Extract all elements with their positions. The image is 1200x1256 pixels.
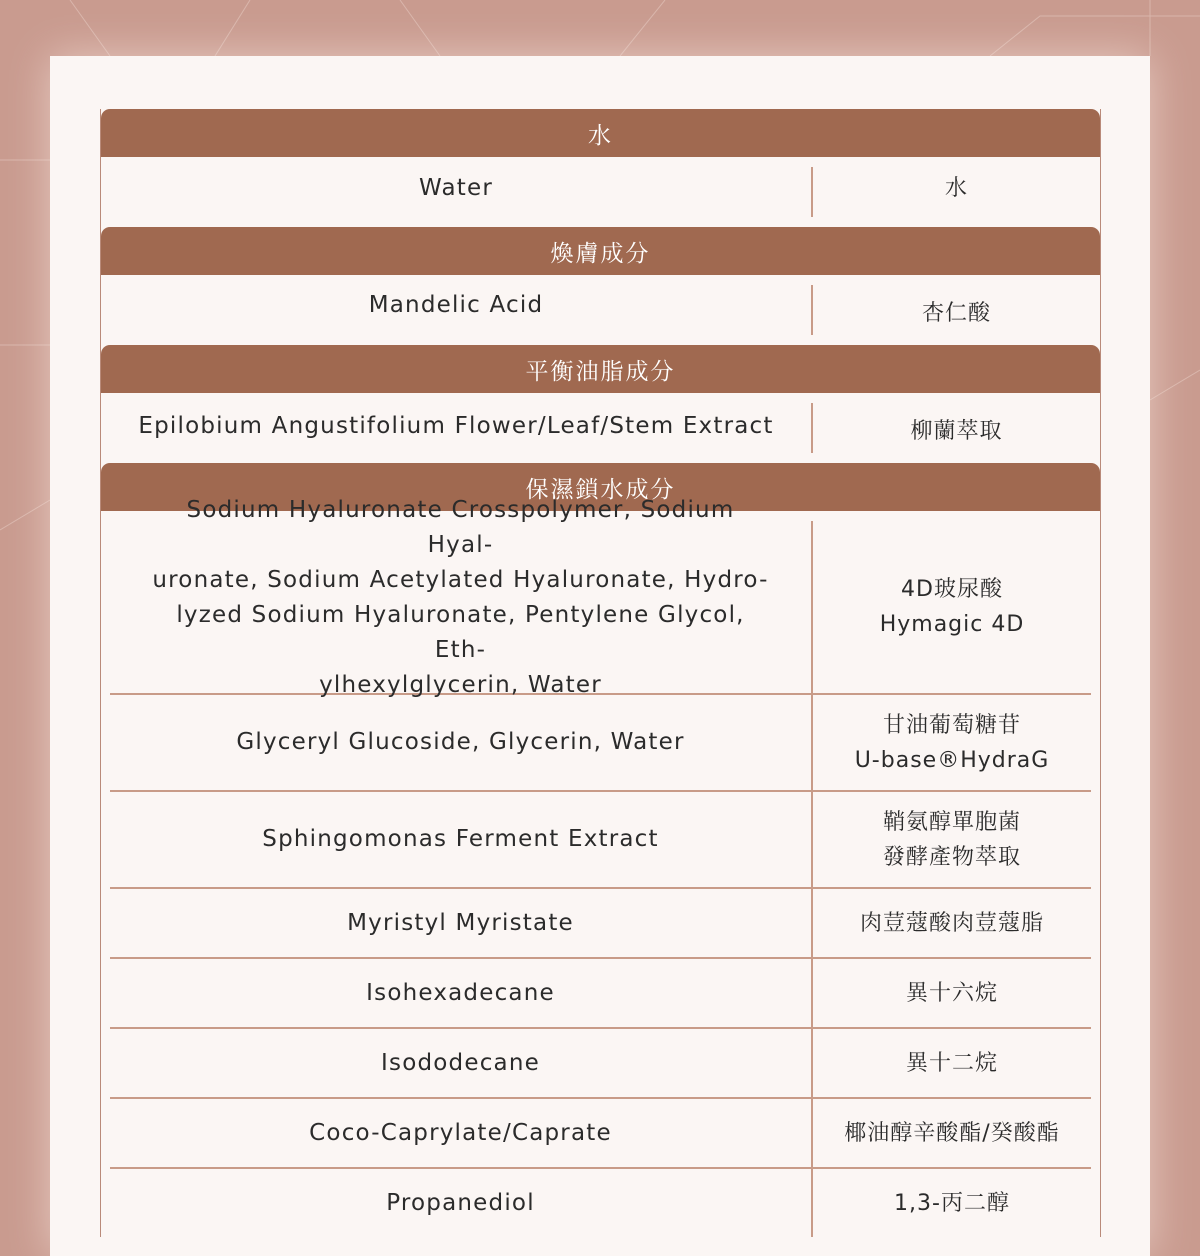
table-row [101,393,1100,463]
table-row [110,1097,1091,1167]
table-row [110,1027,1091,1097]
ingredient-inci-name: Mandelic Acid [368,291,544,318]
ingredient-chinese-name [811,695,1091,790]
table-row [110,790,1091,887]
section-moisturizing [100,463,1101,1237]
table-row [110,957,1091,1027]
zh-line: 甘油葡萄糖苷 [882,712,1021,738]
section-header: 平衡油脂成分 [101,345,1100,393]
section-header: 保濕鎖水成分 [101,463,1100,511]
ingredient-inci-name: Water [419,174,493,201]
ingredient-chinese-name [811,792,1091,887]
section-header: 煥膚成分 [101,227,1100,275]
ingredient-chinese-name: 水 [811,167,1100,217]
ingredient-chinese-name: 異十二烷 [811,1029,1091,1097]
section-resurfacing [100,227,1101,345]
inci-line: lyzed Sodium Hyaluronate, Pentylene Glycol, Eth- [176,602,745,663]
table-row [110,887,1091,957]
ingredient-inci-name: Isohexadecane [366,979,555,1006]
ingredient-chinese-name: 異十六烷 [811,959,1091,1027]
inci-line: Sodium Hyaluronate Crosspolymer, Sodium Hyal- [186,497,735,558]
ingredient-inci-name: Propanediol [386,1189,535,1216]
ingredient-inci-name [110,497,811,698]
zh-line: 4D玻尿酸 [901,577,1003,602]
table-row [110,1167,1091,1237]
ingredient-chinese-name: 肉荳蔻酸肉荳蔻脂 [811,889,1091,957]
section-oil-balance [100,345,1101,463]
ingredient-inci-name: Sphingomonas Ferment Extract [262,826,659,852]
ingredients-card [50,56,1150,1256]
inci-line: ylhexylglycerin, Water [319,672,602,698]
ingredient-chinese-name: 杏仁酸 [811,285,1100,335]
ingredient-inci-name: Coco-Caprylate/Caprate [309,1119,612,1146]
ingredient-chinese-name [811,521,1091,693]
table-row [101,275,1100,345]
inci-line: uronate, Sodium Acetylated Hyaluronate, Hydro- [152,567,769,593]
section-water [100,109,1101,227]
ingredient-chinese-name: 1,3-丙二醇 [811,1169,1091,1237]
table-row [110,497,1091,698]
zh-line: Hymagic 4D [879,612,1025,637]
zh-line: 鞘氨醇單胞菌 [882,809,1021,835]
ingredient-inci-name: Isododecane [381,1049,540,1076]
ingredient-inci-name: Myristyl Myristate [347,909,574,936]
section-header: 水 [101,109,1100,157]
table-row [110,693,1091,790]
ingredient-inci-name: Epilobium Angustifolium Flower/Leaf/Stem Extract [138,412,774,439]
ingredient-chinese-name: 柳蘭萃取 [811,403,1100,453]
ingredients-table [100,109,1101,1237]
table-row [101,157,1100,227]
zh-line: U-base®HydraG [854,747,1050,773]
zh-line: 發酵產物萃取 [882,844,1021,870]
ingredient-chinese-name: 椰油醇辛酸酯/癸酸酯 [811,1099,1091,1167]
ingredient-inci-name: Glyceryl Glucoside, Glycerin, Water [236,729,685,755]
